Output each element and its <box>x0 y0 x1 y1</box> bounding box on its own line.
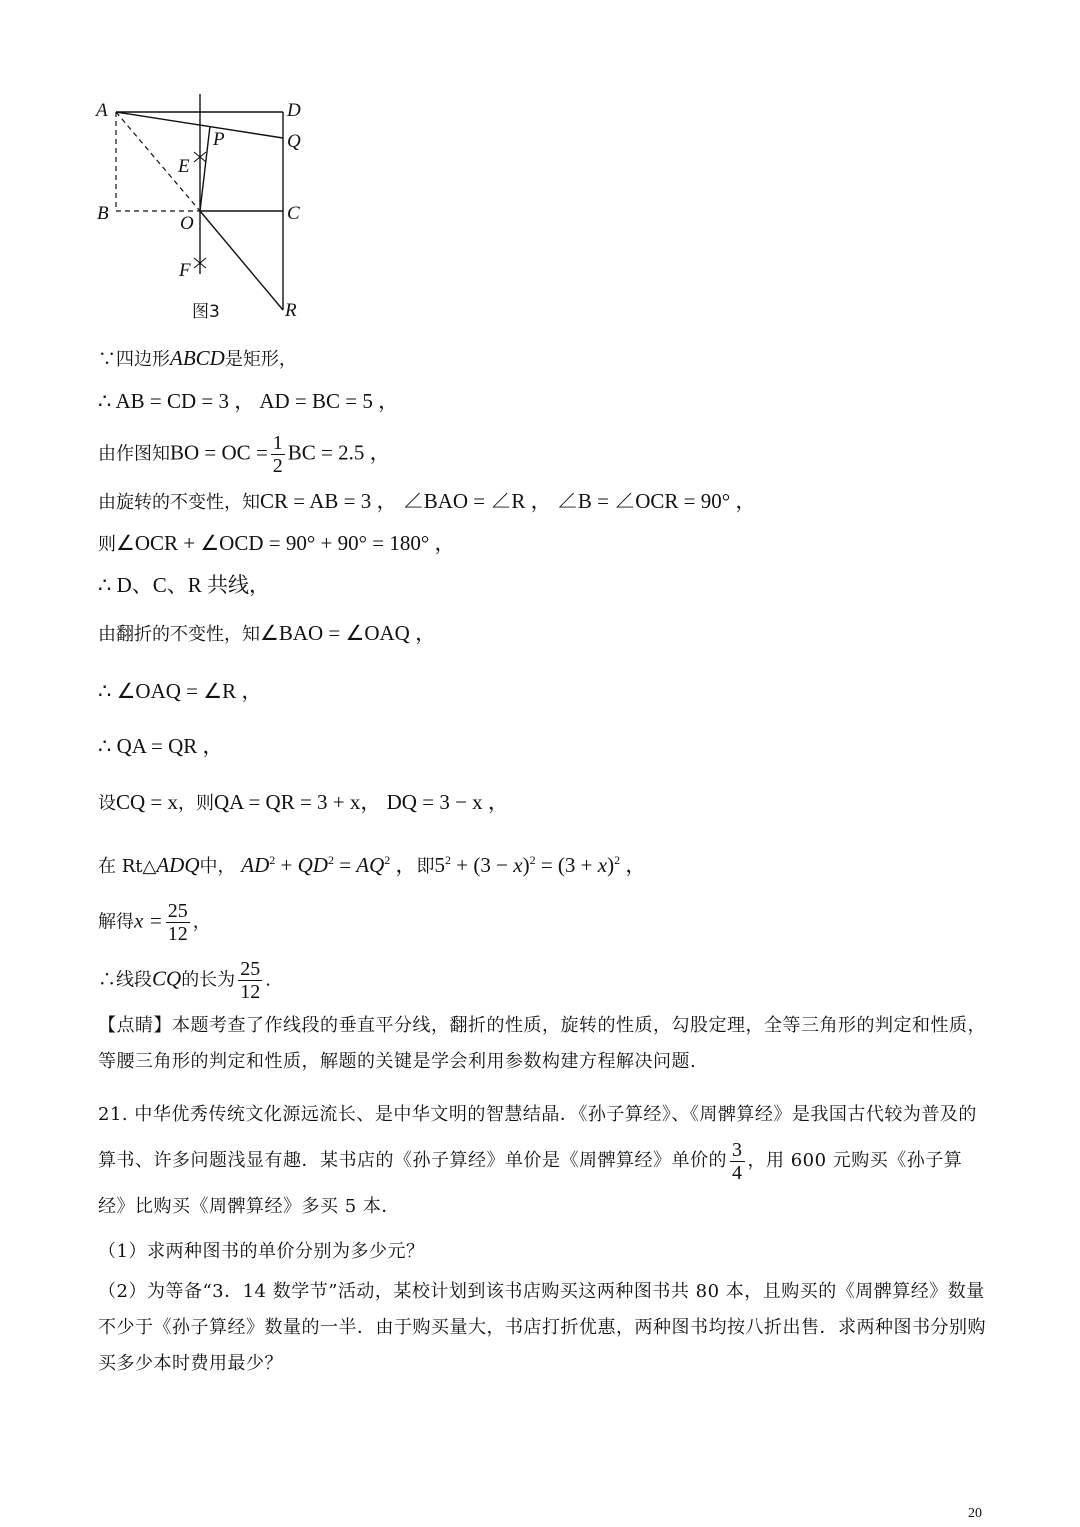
solution-line-2: ∴ AB = CD = 3 ， AD = BC = 5 ， <box>98 389 400 413</box>
label-Q: Q <box>287 131 301 152</box>
comment-paragraph: 【点睛】本题考查了作线段的垂直平分线，翻折的性质，旋转的性质，勾股定理，全等三角形的判定和性质，等腰三角形的判定和性质，解题的关键是学会利用参数构建方程解决问题. <box>98 1015 986 1072</box>
label-B: B <box>97 203 109 224</box>
solution-line-6: ∴ D、C、R 共线， <box>98 573 271 597</box>
fraction-one-half: $\frac{1}{2}$ <box>272 432 283 477</box>
label-E: E <box>178 156 190 177</box>
solution-line-9: ∴ QA = QR ， <box>98 734 224 758</box>
solution-line-3: 由作图知BO = OC = $\frac{1}{2}$ BC = 2.5 ， <box>98 432 391 477</box>
solution-line-1: ∵四边形ABCD是矩形， <box>98 346 297 370</box>
label-R: R <box>285 300 297 321</box>
page-number: 20 <box>968 1506 982 1521</box>
label-P: P <box>213 129 225 150</box>
figure-caption: 图3 <box>192 302 220 322</box>
solution-line-13: ∴线段CQ的长为 $\frac{25}{12}$ . <box>98 958 271 1003</box>
label-C: C <box>287 203 300 224</box>
label-A: A <box>96 100 108 121</box>
label-F: F <box>179 260 191 281</box>
label-D: D <box>287 100 301 121</box>
problem-21-statement: 21. 中华优秀传统文化源远流长、是中华文明的智慧结晶．《孙子算经》、《周髀算经》是我国古代较为普及的算书、许多问题浅显有趣．某书店的《孙子算经》单价是《周髀算经》单价的 $\frac{3}{4}$ ，用 600 元购买《孙子算经》比购买《周髀算经》多买 5 本． <box>98 1104 977 1217</box>
solution-line-11: 在 Rt△ADQ中， $AD^2 + QD^2 = AQ^2$ ，即$5^2 + (3 - x)^2 = (3 + x)^2$ ， <box>98 853 647 877</box>
fraction-25-12: $\frac{25}{12}$ <box>167 900 188 945</box>
solution-line-8: ∴ ∠OAQ = ∠R ， <box>98 679 263 703</box>
solution-line-10: 设CQ = x，则QA = QR = 3 + x， DQ = 3 − x ， <box>98 790 509 814</box>
fraction-25-12-answer: $\frac{25}{12}$ <box>240 958 261 1003</box>
solution-line-7: 由翻折的不变性，知∠BAO = ∠OAQ ， <box>98 621 437 645</box>
problem-21-question-1: （1）求两种图书的单价分别为多少元？ <box>98 1241 425 1262</box>
solution-line-5: 则∠OCR + ∠OCD = 90° + 90° = 180° ， <box>98 531 456 555</box>
solution-line-4: 由旋转的不变性，知CR = AB = 3 ， ∠BAO = ∠R ， ∠B = ∠OCR = 90° ， <box>98 489 757 513</box>
label-O: O <box>180 213 194 234</box>
solution-line-12: 解得x = $\frac{25}{12}$ ， <box>98 900 211 945</box>
problem-21-question-2: （2）为等备“3．14 数学节”活动，某校计划到该书店购买这两种图书共 80 本，且购买的《周髀算经》数量不少于《孙子算经》数量的一半．由于购买量大，书店打折优惠，两种图书均按八折出售．求两种图书分别购买多少本时费用最少？ <box>98 1281 986 1374</box>
geometry-figure <box>88 88 348 328</box>
fraction-three-quarters: $\frac{3}{4}$ <box>732 1138 743 1184</box>
